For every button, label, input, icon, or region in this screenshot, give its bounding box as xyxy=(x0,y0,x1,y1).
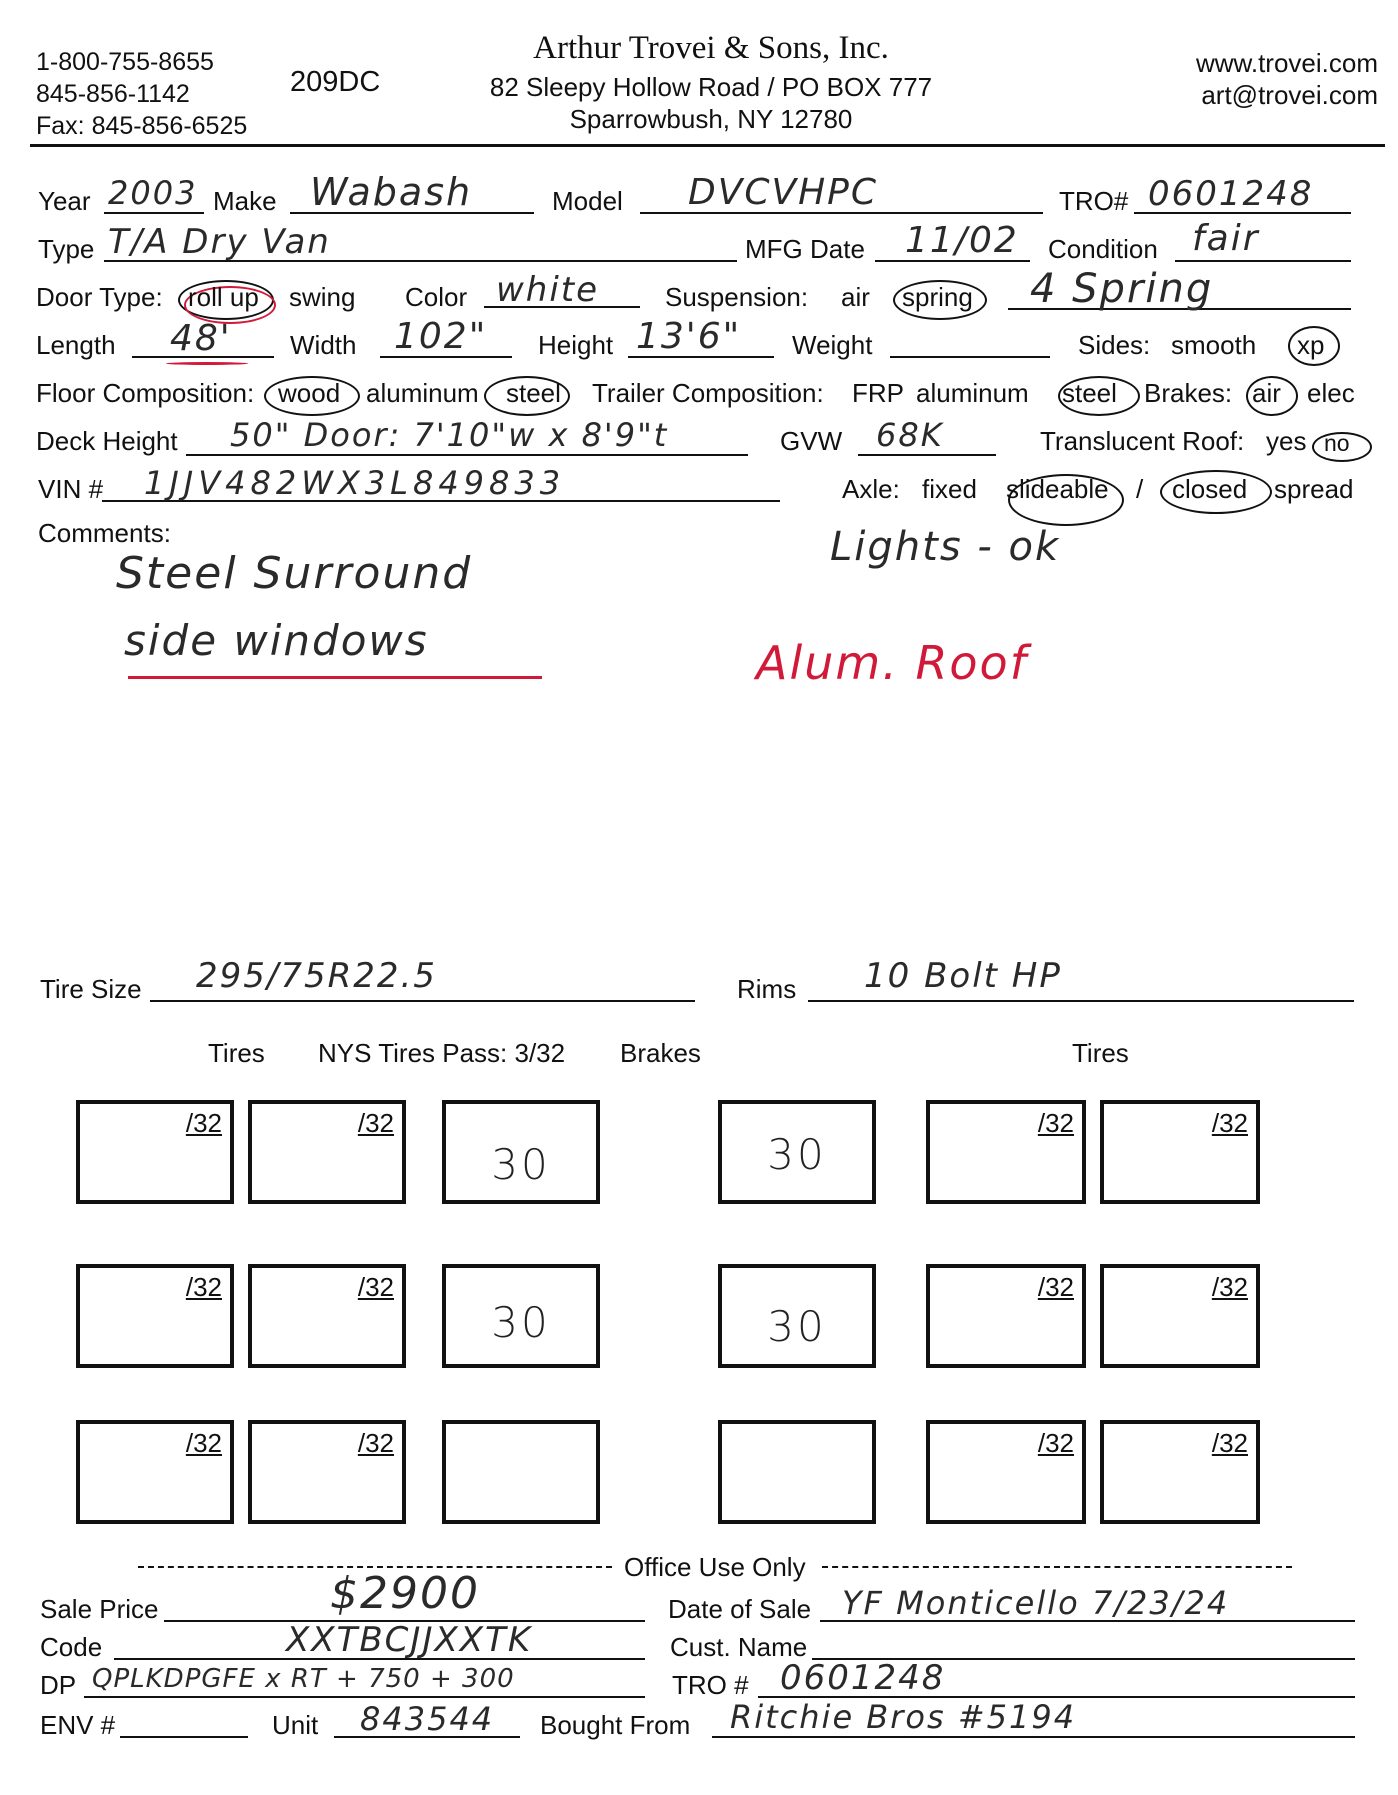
gvw-value: 68K xyxy=(876,416,944,454)
date-of-sale-label: Date of Sale xyxy=(668,1594,812,1624)
brakes-label: Brakes: xyxy=(1144,378,1233,408)
model-value: DVCVHPC xyxy=(688,172,879,213)
office-divider-right xyxy=(822,1566,1292,1568)
company-website: www.trovei.com xyxy=(1195,48,1378,78)
tro-label: TRO# xyxy=(1059,186,1129,216)
length-red-underline xyxy=(166,362,248,365)
spread-option: spread xyxy=(1274,474,1354,504)
fixed-option: fixed xyxy=(922,474,977,504)
rims-label: Rims xyxy=(737,974,797,1004)
color-value: white xyxy=(496,270,600,310)
axle-slash: / xyxy=(1136,474,1144,504)
trailer-composition-label: Trailer Composition: xyxy=(592,378,824,408)
rims-value: 10 Bolt HP xyxy=(864,956,1062,996)
company-address-1: 82 Sleepy Hollow Road / PO BOX 777 xyxy=(489,72,933,102)
phone-1: 1-800-755-8655 xyxy=(36,48,214,76)
aluminum-option-2: aluminum xyxy=(916,378,1029,408)
vin-value: 1JJV482WX3L849833 xyxy=(144,464,566,502)
tire-box-left-inner-1: /32 xyxy=(248,1100,406,1204)
form-code: 209DC xyxy=(290,66,381,98)
yes-option: yes xyxy=(1266,426,1307,456)
gvw-label: GVW xyxy=(780,426,843,456)
unit-value: 843544 xyxy=(360,1700,495,1738)
company-address-2: Sparrowbush, NY 12780 xyxy=(569,104,853,134)
comment-alum-roof: Alum. Roof xyxy=(756,636,1028,690)
door-type-label: Door Type: xyxy=(36,282,163,312)
brake-box-right-3 xyxy=(718,1420,876,1524)
tire-box-left-inner-2: /32 xyxy=(248,1264,406,1368)
length-label: Length xyxy=(36,330,116,360)
sides-label: Sides: xyxy=(1078,330,1151,360)
smooth-option: smooth xyxy=(1171,330,1257,360)
type-value: T/A Dry Van xyxy=(108,222,331,262)
brake-box-left-3 xyxy=(442,1420,600,1524)
tro-office-value: 0601248 xyxy=(780,1658,946,1698)
header-rule xyxy=(30,144,1385,147)
no-option: no xyxy=(1324,430,1350,456)
sale-price-value: $2900 xyxy=(330,1568,480,1619)
company-name: Arthur Trovei & Sons, Inc. xyxy=(533,30,889,66)
model-label: Model xyxy=(552,186,623,216)
dp-value: QPLKDPGFE x RT + 750 + 300 xyxy=(92,1664,515,1694)
code-label: Code xyxy=(40,1632,103,1662)
deck-height-value: 50" Door: 7'10"w x 8'9"t xyxy=(230,416,669,454)
weight-label: Weight xyxy=(792,330,873,360)
tire-box-right-inner-1: /32 xyxy=(926,1100,1086,1204)
brake-box-right-1: 30 xyxy=(718,1100,876,1204)
xp-option: xp xyxy=(1297,330,1325,360)
phone-2: 845-856-1142 xyxy=(36,80,190,108)
tire-box-right-outer-2: /32 xyxy=(1100,1264,1260,1368)
floor-composition-label: Floor Composition: xyxy=(36,378,255,408)
swing-option: swing xyxy=(289,282,356,312)
translucent-roof-label: Translucent Roof: xyxy=(1040,426,1245,456)
tires-left-header: Tires xyxy=(208,1038,265,1068)
code-value: XXTBCJJXXTK xyxy=(286,1620,533,1660)
brake-box-left-2: 30 xyxy=(442,1264,600,1368)
make-value: Wabash xyxy=(310,170,473,214)
tire-box-left-outer-1: /32 xyxy=(76,1100,234,1204)
condition-value: fair xyxy=(1192,218,1260,259)
tire-box-right-inner-3: /32 xyxy=(926,1420,1086,1524)
aluminum-option: aluminum xyxy=(366,378,479,408)
tire-box-right-outer-1: /32 xyxy=(1100,1100,1260,1204)
deck-height-label: Deck Height xyxy=(36,426,178,456)
axle-label: Axle: xyxy=(842,474,900,504)
brake-box-right-2: 30 xyxy=(718,1264,876,1368)
brakes-column-header: Brakes xyxy=(620,1038,701,1068)
length-value: 48' xyxy=(170,318,232,359)
cust-name-label: Cust. Name xyxy=(670,1632,808,1662)
dp-label: DP xyxy=(40,1670,77,1700)
condition-label: Condition xyxy=(1048,234,1158,264)
frp-option: FRP xyxy=(852,378,904,408)
closed-option: closed xyxy=(1172,474,1248,504)
color-label: Color xyxy=(405,282,468,312)
comment-red-underline xyxy=(128,676,542,679)
comment-line-2: side windows xyxy=(124,616,429,665)
tires-right-header: Tires xyxy=(1072,1038,1129,1068)
tire-box-right-inner-2: /32 xyxy=(926,1264,1086,1368)
bought-from-label: Bought From xyxy=(540,1710,691,1740)
width-label: Width xyxy=(290,330,357,360)
bought-from-value: Ritchie Bros #5194 xyxy=(730,1698,1077,1736)
roll-up-option: roll up xyxy=(188,282,259,312)
tire-box-left-outer-3: /32 xyxy=(76,1420,234,1524)
tire-box-left-outer-2: /32 xyxy=(76,1264,234,1368)
tire-size-label: Tire Size xyxy=(40,974,142,1004)
comments-label: Comments: xyxy=(38,518,171,548)
height-value: 13'6" xyxy=(636,316,742,357)
year-label: Year xyxy=(38,186,91,216)
office-use-heading: Office Use Only xyxy=(624,1552,806,1582)
tire-box-right-outer-3: /32 xyxy=(1100,1420,1260,1524)
air-option: air xyxy=(841,282,870,312)
width-value: 102" xyxy=(394,316,488,357)
steel-option-2: steel xyxy=(1062,378,1117,408)
tire-box-left-inner-3: /32 xyxy=(248,1420,406,1524)
year-value: 2003 xyxy=(108,174,198,212)
tro-office-label: TRO # xyxy=(672,1670,749,1700)
sale-price-label: Sale Price xyxy=(40,1594,159,1624)
vin-label: VIN # xyxy=(38,474,104,504)
env-label: ENV # xyxy=(40,1710,116,1740)
comment-lights: Lights - ok xyxy=(830,524,1061,570)
mfg-date-label: MFG Date xyxy=(745,234,865,264)
brake-box-left-1: 30 xyxy=(442,1100,600,1204)
mfg-date-value: 11/02 xyxy=(905,220,1019,261)
comment-line-1: Steel Surround xyxy=(116,548,473,599)
nys-tires-pass-header: NYS Tires Pass: 3/32 xyxy=(318,1038,566,1068)
unit-label: Unit xyxy=(272,1710,319,1740)
date-of-sale-value: YF Monticello 7/23/24 xyxy=(842,1584,1230,1622)
slideable-option: slideable xyxy=(1006,474,1109,504)
wood-option: wood xyxy=(278,378,341,408)
height-label: Height xyxy=(538,330,614,360)
tro-value: 0601248 xyxy=(1148,174,1314,214)
elec-option: elec xyxy=(1307,378,1355,408)
steel-option: steel xyxy=(506,378,561,408)
fax-number: Fax: 845-856-6525 xyxy=(36,112,248,140)
suspension-label: Suspension: xyxy=(665,282,809,312)
air-brake-option: air xyxy=(1252,378,1281,408)
make-label: Make xyxy=(213,186,277,216)
company-email: art@trovei.com xyxy=(1201,80,1378,110)
suspension-value: 4 Spring xyxy=(1030,266,1214,312)
spring-option: spring xyxy=(902,282,973,312)
type-label: Type xyxy=(38,234,95,264)
tire-size-value: 295/75R22.5 xyxy=(196,956,437,996)
